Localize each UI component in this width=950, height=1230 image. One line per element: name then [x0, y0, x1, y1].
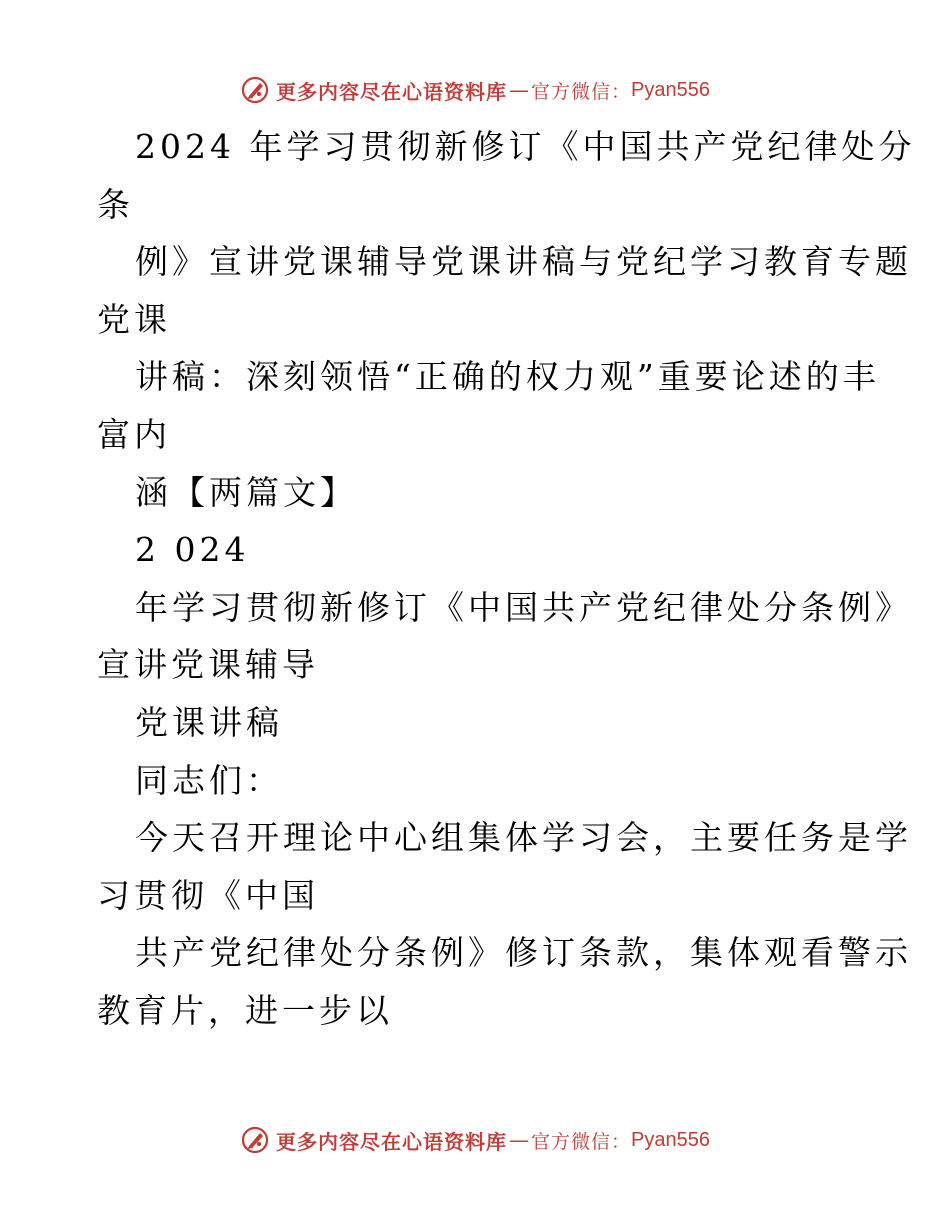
text-line-16: 教育片，进一步以: [97, 990, 393, 1030]
text-line-11: 党课讲稿: [135, 702, 283, 742]
logo-icon: [240, 1125, 270, 1155]
footer-wechat-label: 官方微信：: [531, 1130, 632, 1153]
text-line-6: 富内: [97, 414, 171, 454]
text-line-10: 宣讲党课辅导: [97, 645, 319, 685]
text-line-2: 条: [97, 184, 134, 224]
text-line-12: 同志们：: [135, 760, 283, 800]
text-line-15: 共产党纪律处分条例》修订条款，集体观看警示: [135, 933, 912, 973]
text-line-7: 涵【两篇文】: [135, 472, 357, 512]
header-wechat-label: 官方微信：: [531, 80, 632, 103]
document-body: [97, 118, 916, 1040]
text-line-3: 例》宣讲党课辅导党课讲稿与党纪学习教育专题: [135, 242, 912, 282]
header-wechat-id: Pyan556: [631, 78, 710, 101]
text-line-9: 年学习贯彻新修订《中国共产党纪律处分条例》: [135, 587, 912, 627]
header-promo-text: 更多内容尽在心语资料库: [276, 79, 507, 104]
logo-icon: [240, 75, 270, 105]
text-line-8: 2 024: [135, 530, 250, 570]
text-line-4: 党课: [97, 299, 171, 339]
header-dash: —: [509, 78, 529, 102]
footer-promo-text: 更多内容尽在心语资料库: [276, 1129, 507, 1154]
footer-dash: —: [509, 1128, 529, 1152]
text-line-1: 2024 年学习贯彻新修订《中国共产党纪律处分: [135, 127, 916, 166]
text-line-14: 习贯彻《中国: [97, 875, 319, 915]
footer-wechat-id: Pyan556: [631, 1128, 710, 1151]
text-line-5: 讲稿：深刻领悟“正确的权力观”重要论述的丰: [135, 357, 880, 397]
text-line-13: 今天召开理论中心组集体学习会，主要任务是学: [135, 818, 912, 858]
header-banner: [0, 70, 950, 110]
footer-banner: [0, 1120, 950, 1160]
